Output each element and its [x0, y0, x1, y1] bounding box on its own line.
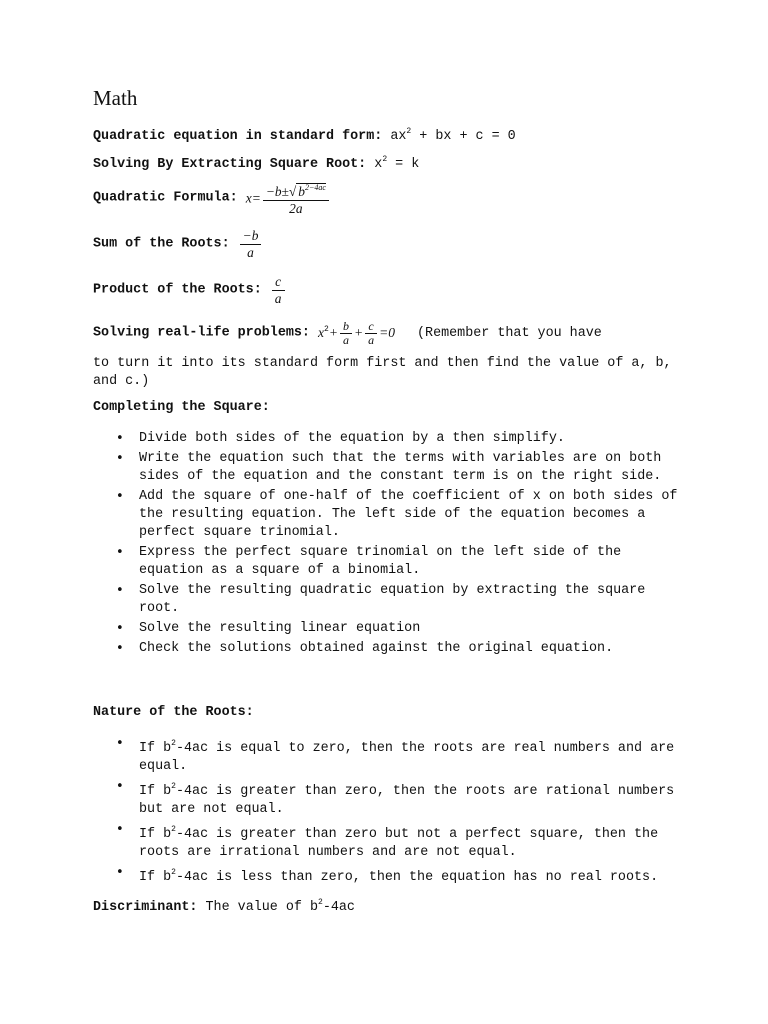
list-item: • Express the perfect square trinomial on the left side of the equation as a square of a binomial.	[93, 544, 683, 580]
completing-square-label: Completing the Square:	[93, 400, 270, 415]
nature-roots-list	[93, 735, 683, 889]
sum-roots-line	[93, 228, 263, 261]
list-item: • If $b^2-4ac$ is greater than zero, then the roots are rational numbers but are not equal.	[93, 778, 683, 819]
quadratic-formula-line	[93, 180, 331, 217]
nature-roots-heading	[93, 704, 254, 722]
real-life-equation: $x^2+$ $\frac{b}{a}$ + $\frac{c}{a}$ =0	[318, 319, 395, 347]
list-item: • If $b^2-4ac$ is greater than zero but not a perfect square, then the roots are irrational numbers and are not equal.	[93, 821, 683, 862]
completing-square-heading	[93, 399, 270, 417]
list-item: • If $b^2-4ac$ is less than zero, then the equation has no real roots.	[93, 864, 683, 887]
list-item: • If $b^2-4ac$ is equal to zero, then the roots are real numbers and are equal.	[93, 735, 683, 776]
product-roots-line	[93, 274, 287, 307]
extracting-root-line	[93, 151, 419, 174]
discriminant-label: Discriminant:	[93, 900, 198, 915]
discriminant-line	[93, 894, 355, 917]
standard-form-line	[93, 123, 516, 146]
discriminant-value: The value of $b^2-4ac$	[205, 898, 355, 915]
real-life-line	[93, 320, 602, 347]
quadratic-formula-fraction: $\frac{-b\pm√ b^{2-4ac}}{2a}$	[263, 180, 329, 217]
extracting-root-value: $x^2 = k$	[374, 155, 420, 172]
list-item: • Check the solutions obtained against the original equation.	[93, 640, 683, 658]
list-item: • Solve the resulting quadratic equation by extracting the square root.	[93, 582, 683, 618]
page-title: Math	[93, 86, 138, 110]
extracting-root-label: Solving By Extracting Square Root:	[93, 157, 367, 172]
list-item: • Divide both sides of the equation by a then simplify.	[93, 430, 683, 448]
list-item: • Add the square of one-half of the coefficient of x on both sides of the resulting equation. The left side of the equation becomes a perfect square trinomial.	[93, 488, 683, 542]
completing-square-list	[93, 430, 683, 660]
real-life-note-rest: to turn it into its standard form first and then find the value of a, b, and c.)	[93, 356, 672, 389]
nature-roots-label: Nature of the Roots:	[93, 705, 254, 720]
real-life-label: Solving real-life problems:	[93, 325, 310, 341]
product-roots-fraction: $\frac{c}{a}$	[272, 274, 285, 307]
formula-lhs: x=	[245, 190, 261, 206]
list-item: • Solve the resulting linear equation	[93, 620, 683, 638]
standard-form-label: Quadratic equation in standard form:	[93, 129, 383, 144]
sum-roots-fraction: $\frac{-b}{a}$	[240, 228, 262, 261]
real-life-note-start: (Remember that you have	[417, 325, 602, 341]
quadratic-formula-label: Quadratic Formula:	[93, 190, 238, 206]
sum-roots-label: Sum of the Roots:	[93, 236, 230, 252]
list-item: • Write the equation such that the terms with variables are on both sides of the equation and the constant term is on the right side.	[93, 450, 683, 486]
product-roots-label: Product of the Roots:	[93, 282, 262, 298]
standard-form-value: $ax^2$ + bx + c = 0	[390, 127, 516, 144]
